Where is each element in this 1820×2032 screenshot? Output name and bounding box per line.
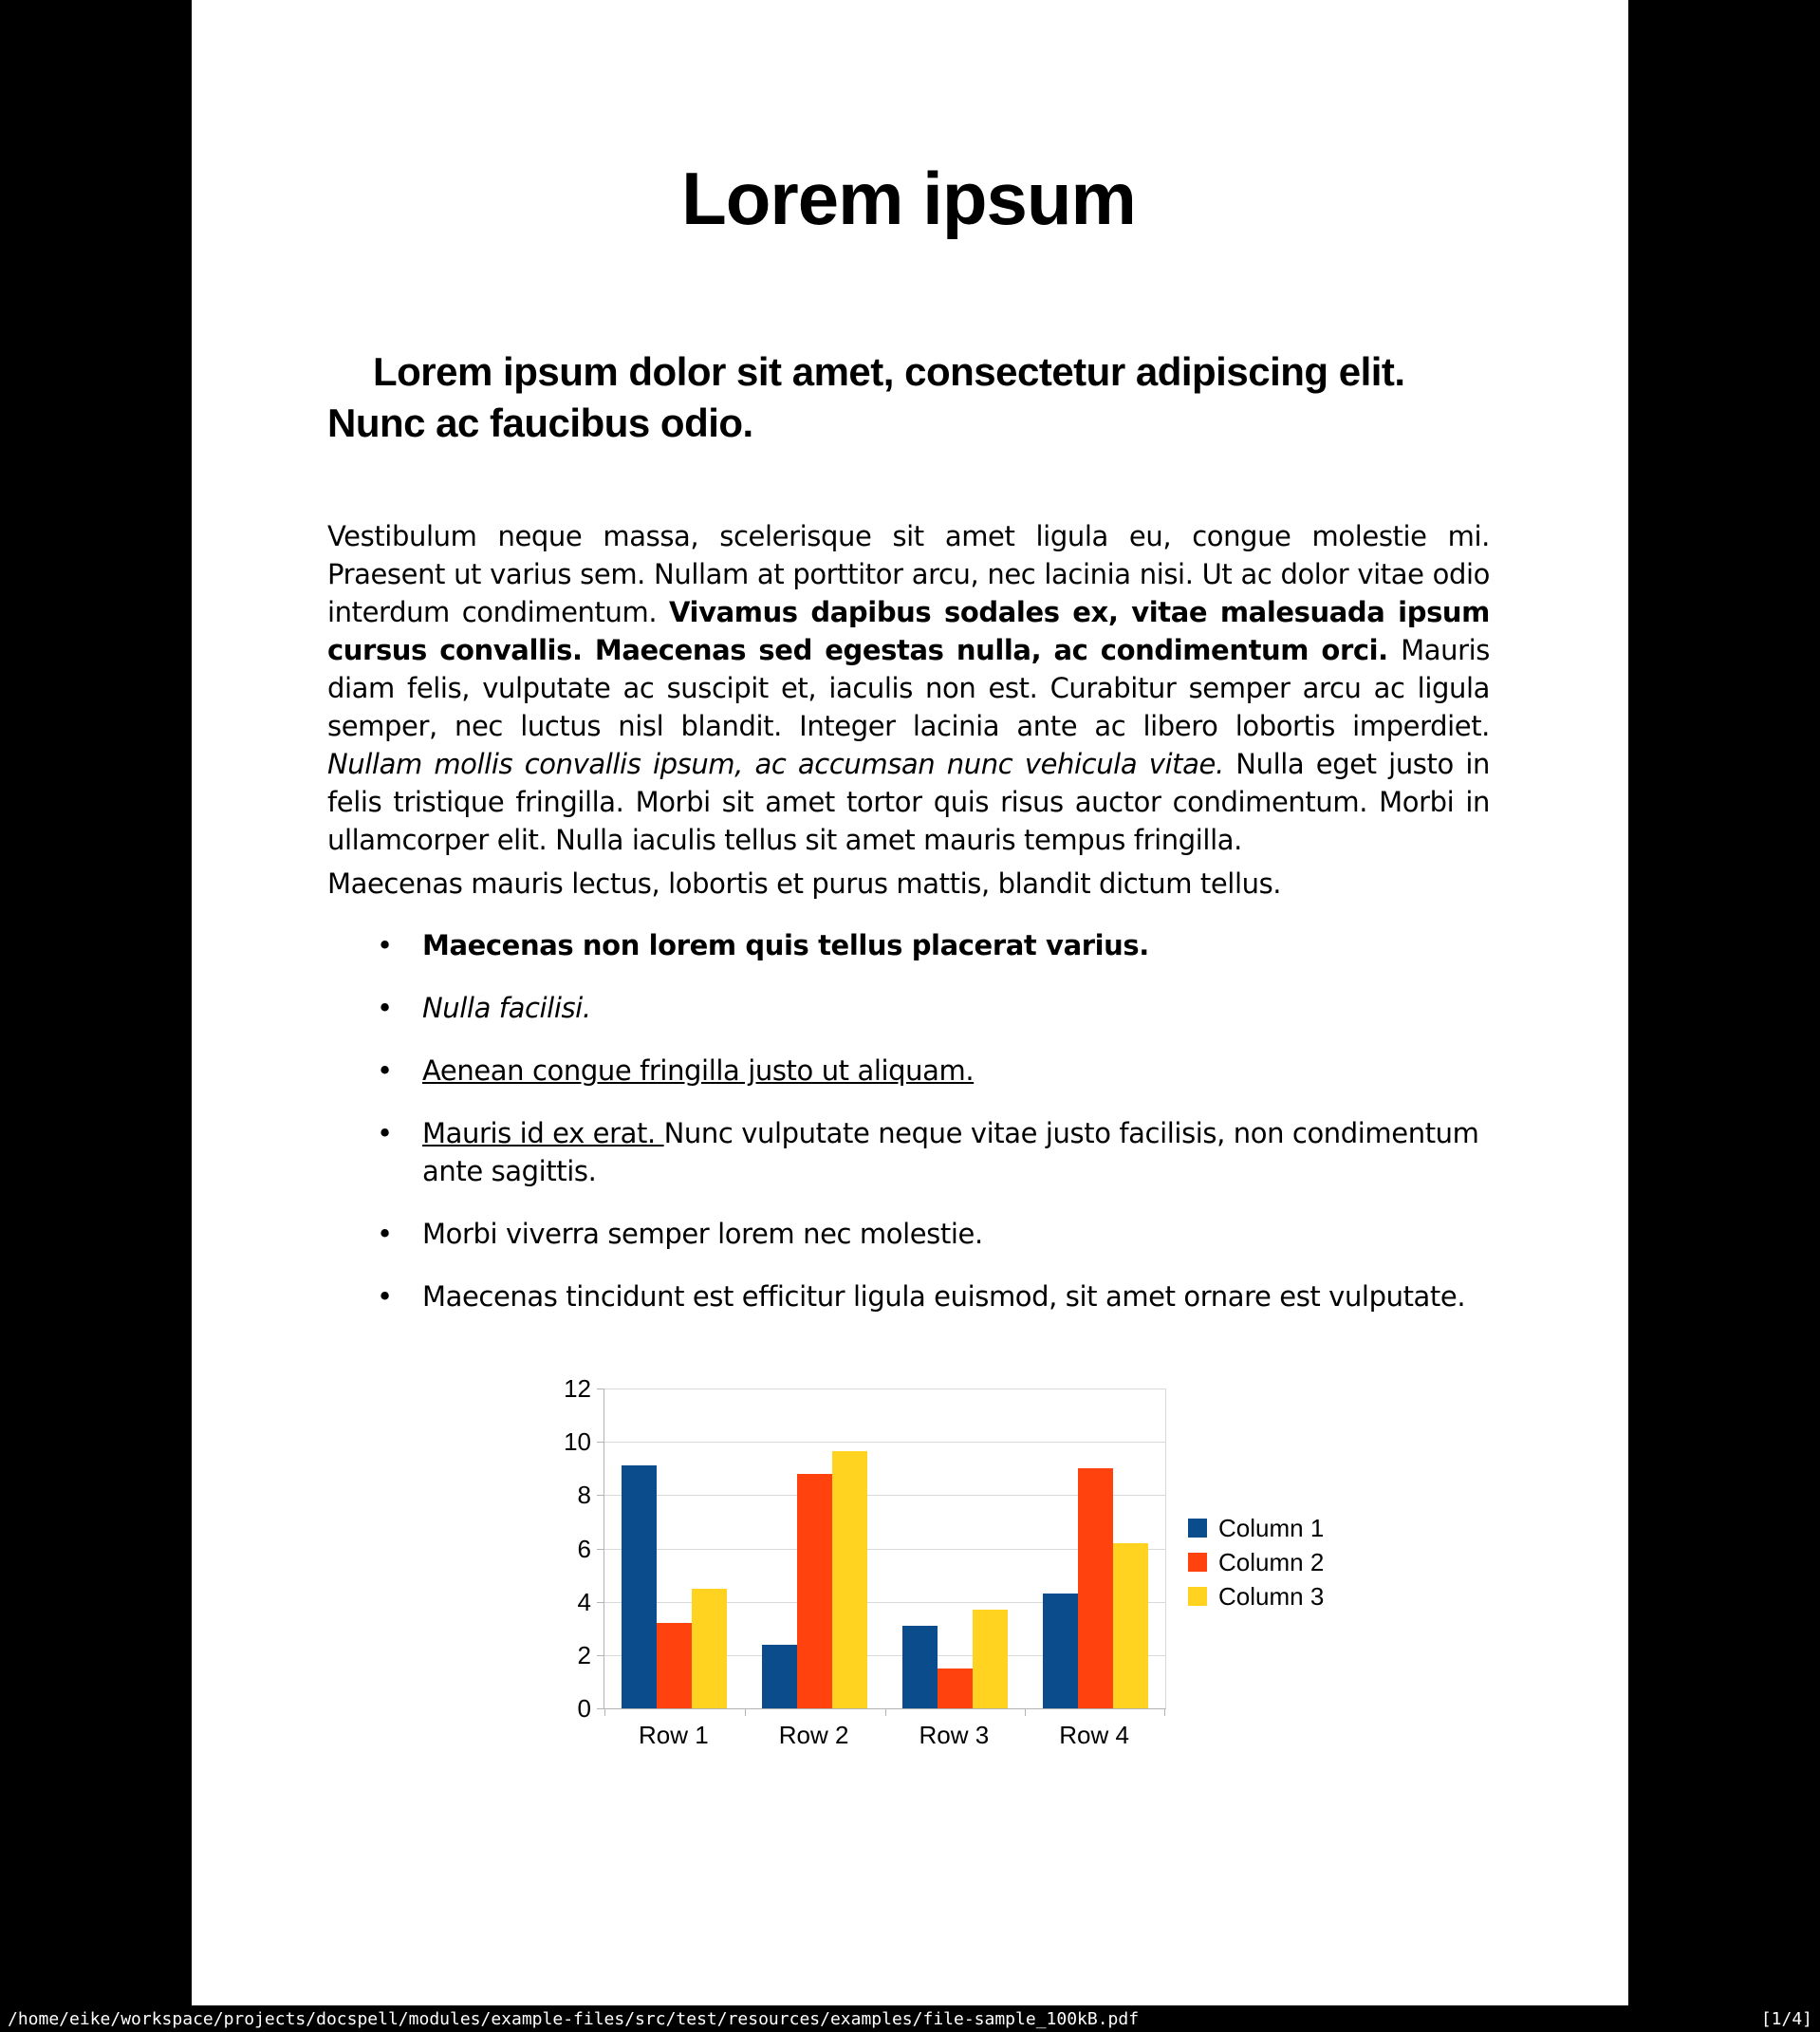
- text-segment-normal: Nulla eget justo in felis tristique fringilla. Morbi sit amet tortor quis risus auctor condimentum. Morbi in ullamcorper elit. Nulla iaculis tellus sit amet mauris tempus fringilla.: [327, 748, 1490, 856]
- x-axis-category-label: Row 3: [919, 1721, 990, 1749]
- gridline: [604, 1442, 1165, 1443]
- y-axis-tick-label: 6: [577, 1534, 591, 1563]
- bullet-item: [327, 1277, 1490, 1315]
- y-tick-mark: [597, 1602, 604, 1603]
- y-tick-mark: [597, 1442, 604, 1443]
- statusbar: [0, 2005, 1820, 2032]
- y-axis-tick-label: 10: [564, 1427, 591, 1457]
- y-axis-tick-label: 2: [577, 1640, 591, 1669]
- text-segment-underline: Aenean congue fringilla justo ut aliquam.: [422, 1054, 975, 1087]
- statusbar-file-path: /home/eike/workspace/projects/docspell/modules/example-files/src/test/resources/examples/file-sample_100kB.pdf: [8, 2008, 1140, 2029]
- bar-column-1-row-2: [762, 1645, 797, 1708]
- x-axis-category-label: Row 4: [1059, 1721, 1129, 1749]
- legend-swatch-icon: [1188, 1519, 1207, 1538]
- bar-column-1-row-4: [1043, 1594, 1078, 1708]
- lead-paragraph: Maecenas mauris lectus, lobortis et purus mattis, blandit dictum tellus.: [327, 867, 1282, 900]
- bar-column-3-row-4: [1113, 1543, 1148, 1708]
- document-title: Lorem ipsum: [681, 157, 1136, 240]
- bullet-item: [327, 926, 1490, 964]
- bar-column-1-row-3: [902, 1626, 938, 1708]
- text-segment-normal: Maecenas tincidunt est efficitur ligula euismod, sit amet ornare est vulputate.: [422, 1280, 1466, 1313]
- bar-column-3-row-3: [973, 1610, 1008, 1708]
- bar-column-2-row-3: [938, 1668, 973, 1708]
- bullet-item: [327, 1215, 1490, 1253]
- y-axis-tick-label: 4: [577, 1587, 591, 1616]
- x-tick-mark: [1164, 1708, 1165, 1716]
- legend-label: Column 1: [1218, 1514, 1325, 1542]
- y-tick-mark: [597, 1708, 604, 1709]
- text-segment-normal: Nunc vulputate neque vitae justo facilisis, non condimentum ante sagittis.: [422, 1117, 1479, 1187]
- y-tick-mark: [597, 1495, 604, 1496]
- text-segment-bold: Vivamus dapibus sodales ex, vitae malesuada ipsum cursus convallis. Maecenas sed egestas nulla, ac condimentum orci.: [327, 596, 1490, 666]
- legend-label: Column 3: [1218, 1582, 1325, 1611]
- text-segment-italic: Nullam mollis convallis ipsum, ac accumsan nunc vehicula vitae.: [327, 748, 1236, 780]
- bar-column-2-row-4: [1078, 1468, 1113, 1708]
- x-tick-mark: [885, 1708, 886, 1716]
- text-segment-normal: Morbi viverra semper lorem nec molestie.: [422, 1218, 983, 1250]
- text-segment-bold: Maecenas non lorem quis tellus placerat varius.: [422, 929, 1149, 961]
- x-tick-mark: [604, 1708, 605, 1716]
- page-content: [327, 0, 1490, 1340]
- legend-label: Column 2: [1218, 1548, 1325, 1576]
- bullet-icon: •: [377, 1117, 393, 1149]
- bar-column-3-row-1: [692, 1589, 727, 1708]
- bar-column-2-row-2: [797, 1474, 832, 1708]
- legend-entry: [1188, 1545, 1324, 1579]
- bullet-item: [327, 989, 1490, 1027]
- bullet-icon: •: [377, 1218, 393, 1250]
- body-paragraph: [327, 517, 1490, 859]
- x-tick-mark: [1025, 1708, 1026, 1716]
- text-segment-normal: Vestibulum neque massa, scelerisque sit amet ligula eu, congue molestie mi. Praesent ut varius sem. Nullam at porttitor arcu, nec lacinia nisi. Ut ac dolor vitae odio interdum condimentum.: [327, 520, 1490, 628]
- bar-column-2-row-1: [657, 1623, 692, 1708]
- bullet-item: [327, 1052, 1490, 1090]
- document-subheading: Lorem ipsum dolor sit amet, consectetur adipiscing elit. Nunc ac faucibus odio.: [327, 349, 1405, 445]
- x-axis-category-label: Row 1: [639, 1721, 709, 1749]
- legend-entry: [1188, 1511, 1324, 1545]
- text-segment-normal: Mauris diam felis, vulputate ac suscipit et, iaculis non est. Curabitur semper arcu ac ligula semper, nec luctus nisl blandit. Integer lacinia ante ac libero lobortis imperdiet.: [327, 634, 1490, 742]
- x-tick-mark: [745, 1708, 746, 1716]
- pdf-page[interactable]: [192, 0, 1628, 2005]
- y-tick-mark: [597, 1655, 604, 1656]
- legend-swatch-icon: [1188, 1553, 1207, 1572]
- y-axis-tick-label: 12: [564, 1374, 591, 1403]
- y-tick-mark: [597, 1549, 604, 1550]
- text-segment-italic: Nulla facilisi.: [422, 992, 591, 1024]
- bullet-icon: •: [377, 929, 393, 961]
- bullet-icon: •: [377, 1054, 393, 1087]
- chart-legend: [1188, 1511, 1324, 1613]
- chart-plot-area: [604, 1389, 1166, 1709]
- text-segment-underline: Mauris id ex erat.: [422, 1117, 664, 1149]
- x-axis-category-label: Row 2: [778, 1721, 849, 1749]
- legend-entry: [1188, 1579, 1324, 1613]
- statusbar-page-indicator: [1/4]: [1760, 2008, 1812, 2029]
- bullet-icon: •: [377, 992, 393, 1024]
- y-axis-tick-label: 8: [577, 1481, 591, 1510]
- bar-column-3-row-2: [832, 1451, 867, 1708]
- bullet-icon: •: [377, 1280, 393, 1313]
- bullet-list: [327, 926, 1490, 1315]
- y-axis-tick-label: 0: [577, 1694, 591, 1723]
- bullet-item: [327, 1114, 1490, 1190]
- bar-column-1-row-1: [622, 1465, 657, 1708]
- legend-swatch-icon: [1188, 1587, 1207, 1606]
